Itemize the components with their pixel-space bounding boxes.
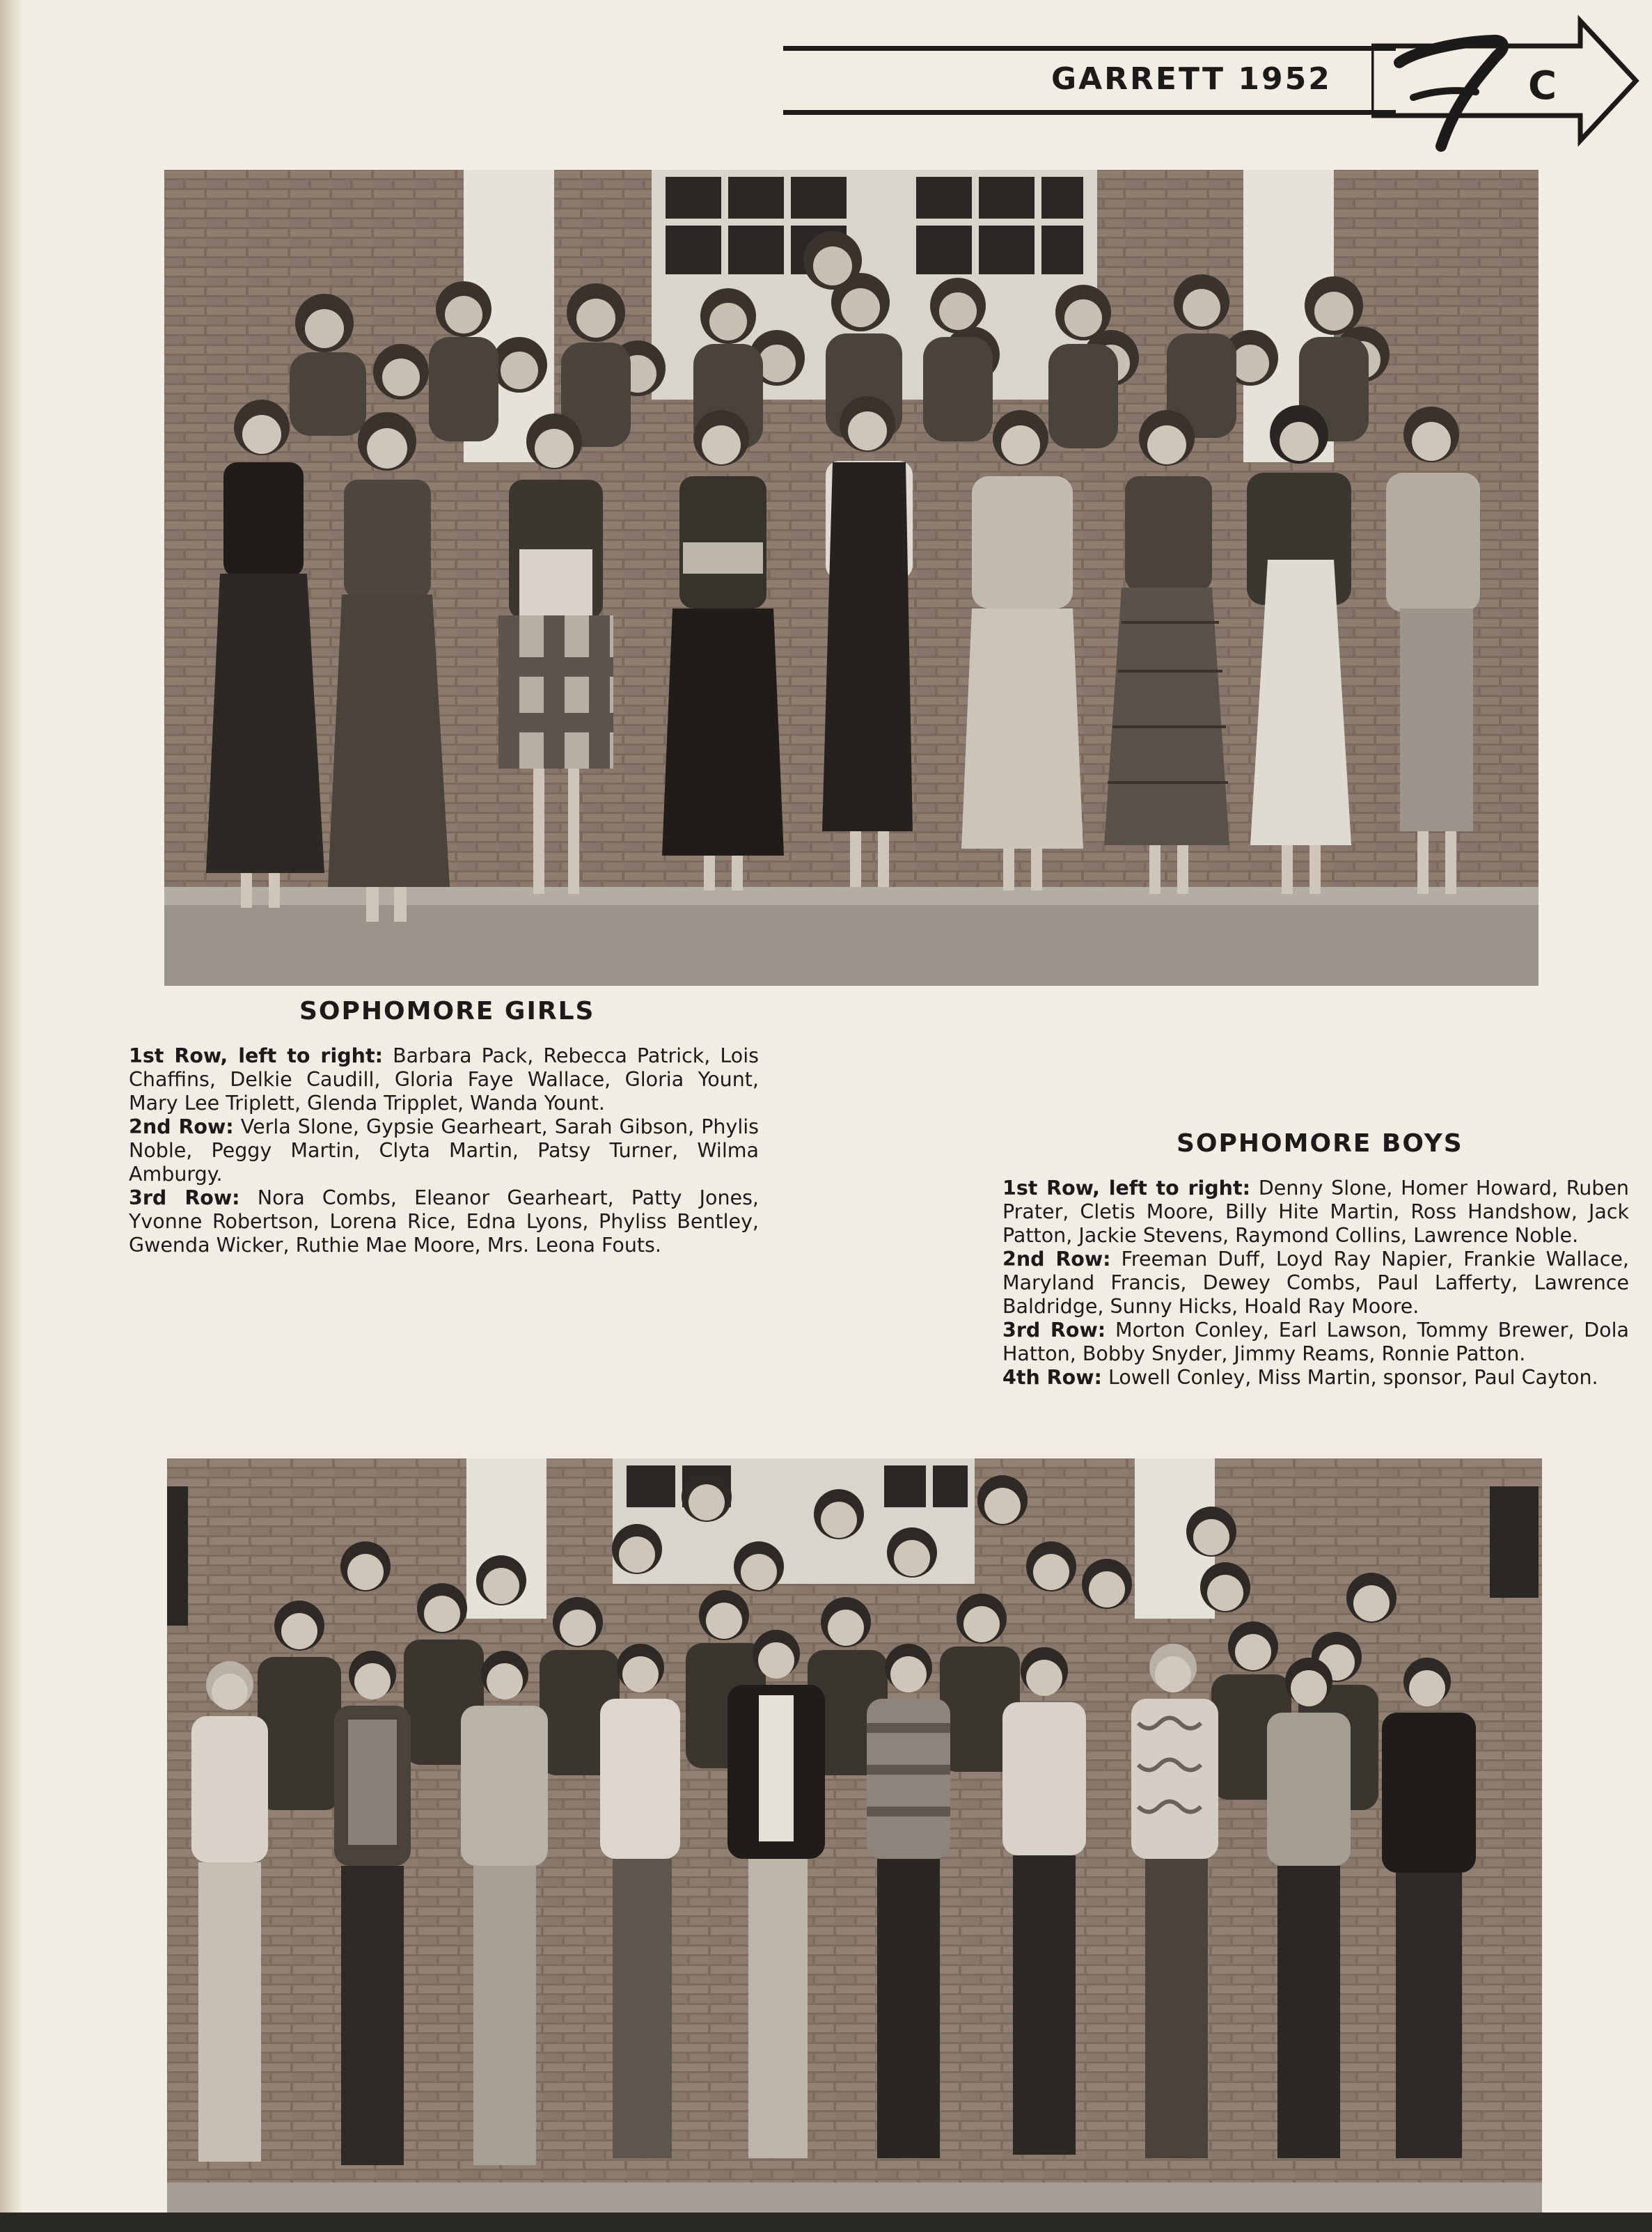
girls-row-2 [129, 1115, 759, 1186]
boys-row-1 [1002, 1177, 1629, 1248]
girls-caption [129, 1044, 759, 1257]
row-names: Lowell Conley, Miss Martin, sponsor, Paul Cayton. [1108, 1366, 1598, 1389]
page-header-title: GARRETT 1952 [1051, 61, 1332, 97]
page-bottom-edge [0, 2213, 1652, 2232]
row-label: 2nd Row: [1002, 1248, 1111, 1271]
boys-caption-title: SOPHOMORE BOYS [1177, 1129, 1463, 1158]
boys-row-2 [1002, 1248, 1629, 1319]
section-letter: C [1528, 63, 1557, 109]
girl-figure [961, 410, 1083, 890]
row-names: Freeman Duff, Loyd Ray Napier, Frankie Wallace, Maryland Francis, Dewey Combs, Paul Lafferty, Lawrence Baldridge, Sunny Hicks, Hoald Ray Moore. [1002, 1248, 1629, 1318]
girls-caption-title: SOPHOMORE GIRLS [299, 997, 595, 1025]
girl-figure [1386, 407, 1480, 894]
boy-figure [461, 1651, 548, 2165]
page-binding-edge [0, 0, 24, 2232]
boy-figure [1382, 1658, 1476, 2158]
sophomore-girls-photo [164, 170, 1539, 986]
girls-row-3 [129, 1186, 759, 1257]
boys-row-4 [1002, 1366, 1629, 1390]
row-label: 1st Row, left to right: [129, 1044, 383, 1067]
row-names: Nora Combs, Eleanor Gearheart, Patty Jones, Yvonne Robertson, Lorena Rice, Edna Lyons, Phyliss Bentley, Gwenda Wicker, Ruthie Mae Moore, Mrs. Leona Fouts. [129, 1186, 759, 1257]
boy-figure [867, 1644, 950, 2158]
boys-row-3 [1002, 1319, 1629, 1366]
header-rule-top [783, 46, 1396, 51]
row-names: Denny Slone, Homer Howard, Ruben Prater, Cletis Moore, Billy Hite Martin, Ross Handshow, Jack Patton, Jackie Stevens, Raymond Collins, Lawrence Noble. [1002, 1177, 1629, 1247]
boy-figure [334, 1651, 411, 2165]
boy-figure [1267, 1658, 1351, 2158]
row-label: 3rd Row: [129, 1186, 240, 1209]
girls-row-1 [129, 1044, 759, 1115]
sophomore-boys-photo [167, 1459, 1542, 2217]
boy-figure [1002, 1647, 1086, 2155]
header-rule-bottom [783, 110, 1396, 115]
boy-figure [191, 1661, 268, 2162]
row-label: 2nd Row: [129, 1115, 234, 1138]
row-names: Barbara Pack, Rebecca Patrick, Lois Chaffins, Delkie Caudill, Gloria Faye Wallace, Gloria Yount, Mary Lee Triplett, Glenda Tripplet, Wanda Yount. [129, 1044, 760, 1115]
boys-caption [1002, 1177, 1629, 1390]
row-names: Verla Slone, Gypsie Gearheart, Sarah Gibson, Phylis Noble, Peggy Martin, Clyta Martin, Patsy Turner, Wilma Amburgy. [129, 1115, 760, 1186]
row-names: Morton Conley, Earl Lawson, Tommy Brewer, Dola Hatton, Bobby Snyder, Jimmy Reams, Ronnie Patton. [1002, 1319, 1629, 1365]
girl-figure [1247, 405, 1351, 894]
row-label: 4th Row: [1002, 1366, 1102, 1389]
row-label: 3rd Row: [1002, 1319, 1106, 1342]
section-arrow-mark [1371, 14, 1643, 153]
girl-figure [822, 396, 913, 887]
row-label: 1st Row, left to right: [1002, 1177, 1250, 1200]
